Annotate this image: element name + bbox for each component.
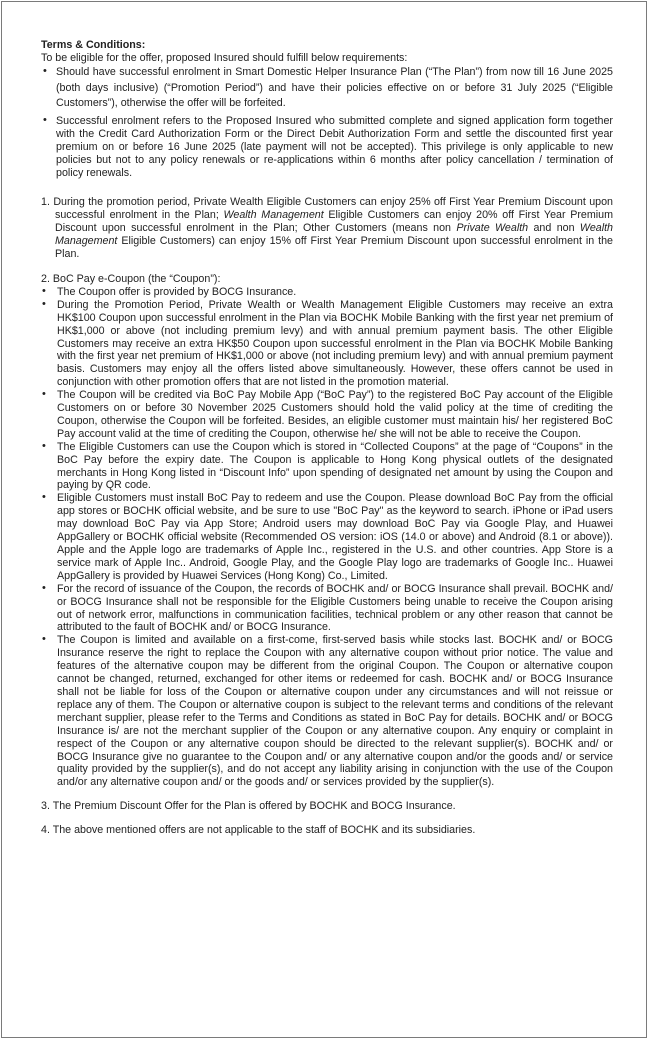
coupon-term-item: • The Coupon is limited and available on a first-come, first-served basis while stocks last. BOCHK and/ or BOCG Insurance reserve the right to replace the Coupon with any alternative coupon without prior notice. The value and features of the alternative coupon may be different from the original Coupon. The Coupon or alternative coupon cannot be changed, returned, exchanged for other items or redeemed for cash. BOCHK and/ or BOCG Insurance shall not be liable for loss of the Coupon or alternative coupon under any circumstances and will not reissue or replace any of them. The Coupon or alternative coupon is subject to the relevant terms and conditions of the relevant merchant supplier, please refer to the Terms and Conditions as stated in BoC Pay for details. BOCHK and/ or BOCG Insurance is/ are not the merchant supplier of the Coupon or any alternative coupon. Any enquiry or complaint in respect of the Coupon or any alternative coupon should be directed to the relevant supplier(s). BOCHK and/ or BOCG Insurance give no guarantee to the Coupon and/ or any alternative coupon and/or the goods and/ or service quality provided by the supplier(s), and do not accept any liability arising in conjunction with the use of the Coupon and/or any alternative coupon and/ or the goods and/ or services provided by the supplier(s). <box>41 634 613 789</box>
terms-panel <box>1 1 647 1038</box>
term-item-4: 4. The above mentioned offers are not applicable to the staff of BOCHK and its subsidiaries. <box>41 824 476 837</box>
coupon-term-item: • During the Promotion Period, Private Wealth or Wealth Management Eligible Customers may receive an extra HK$100 Coupon upon successful enrolment in the Plan via BOCHK Mobile Banking with the first year net premium of HK$1,000 or above (not including premium levy) and with annual premium payment basis. The other Eligible Customers may receive an extra HK$50 Coupon upon successful enrolment in the Plan via BOCHK Mobile Banking with the first year net premium of HK$1,000 or above (not including premium levy) and with annual premium payment basis. Customers may enjoy all the offers listed above simultaneously. However, these offers cannot be used in conjunction with other promotion offers that are not listed in the promotion material. <box>41 299 613 389</box>
eligibility-item: • Should have successful enrolment in Smart Domestic Helper Insurance Plan (“The Plan”) from now till 16 June 2025 (both days inclusive) (“Promotion Period”) and have their policies effective on or before 31 July 2025 (“Eligible Customers”), otherwise the offer will be forfeited. <box>41 65 613 112</box>
coupon-term-item: • The Eligible Customers can use the Coupon which is stored in “Collected Coupons” at the page of “Coupons” in the BoC Pay before the expiry date. The Coupon is applicable to Hong Kong physical outlets of the designated merchants in Hong Kong listed in “Discount Info” upon spending of designated net amount by using the Coupon and paying by QR code. <box>41 441 613 493</box>
terms-heading: Terms & Conditions: <box>41 39 146 51</box>
wealth-management-label: Wealth Management <box>55 222 613 248</box>
wealth-management-label: Wealth Management <box>223 209 324 222</box>
term-item-3: 3. The Premium Discount Offer for the Plan is offered by BOCHK and BOCG Insurance. <box>41 800 456 813</box>
coupon-term-item: • For the record of issuance of the Coupon, the records of BOCHK and/ or BOCG Insurance shall prevail. BOCHK and/ or BOCG Insurance shall not be responsible for the Eligible Customers being unable to receive the Coupon arising out of network error, malfunctions in communication facilities, technical problem or any other reason that cannot be attributed to the fault of BOCHK and/ or BOCG Insurance. <box>41 583 613 635</box>
term-item-1: 1. During the promotion period, Private Wealth Eligible Customers can enjoy 25% off First Year Premium Discount upon successful enrolment in the Plan; Wealth Management Eligible Customers can enjoy 20% off First Year Premium Discount upon successful enrolment in the Plan; Other Customers (means non Private Wealth and non Wealth Management Eligible Customers) can enjoy 15% off First Year Premium Discount upon successful enrolment in the Plan. <box>41 196 613 261</box>
private-wealth-label: Private Wealth <box>456 222 529 235</box>
eligibility-list <box>41 65 613 180</box>
terms-intro: To be eligible for the offer, proposed Insured should fulfill below requirements: <box>41 51 408 64</box>
coupon-terms-list <box>41 286 613 789</box>
eligibility-item: • Successful enrolment refers to the Proposed Insured who submitted complete and signed application form together with the Credit Card Authorization Form or the Direct Debit Authorization Form and settle the discounted first year premium on or before 16 June 2025 (late payment will not be accepted). This privilege is only applicable to new policies but not to any policy renewals or re-applications within 6 months after policy cancellation / termination of policy renewals. <box>41 115 613 180</box>
coupon-term-item: • Eligible Customers must install BoC Pay to redeem and use the Coupon. Please download BoC Pay from the official app stores or BOCHK official website, and be sure to use "BoC Pay" as the keyword to search. iPhone or iPad users may download BoC Pay via App Store; Android users may download BoC Pay via Google Play, and Huawei AppGallery or BOCHK official website (Recommended OS version: iOS (14.0 or above) and Android (8.1 or above)). Apple and the Apple logo are trademarks of Apple Inc., registered in the U.S. and other countries. App Store is a service mark of Apple Inc.. Android, Google Play, and the Google Play logo are trademarks of Google Inc.. Huawei AppGallery is provided by Huawei Services (Hong Kong) Co., Limited. <box>41 492 613 582</box>
terms-content <box>41 39 613 837</box>
term-item-2-title: 2. BoC Pay e-Coupon (the “Coupon”): <box>41 272 221 285</box>
coupon-term-item: • The Coupon offer is provided by BOCG Insurance. <box>41 286 613 299</box>
coupon-term-item: • The Coupon will be credited via BoC Pay Mobile App (“BoC Pay”) to the registered BoC Pay account of the Eligible Customers on or before 30 November 2025 Customers should hold the valid policy at the time of crediting the Coupon, otherwise the Coupon will be forfeited. Besides, an eligible customer must maintain his/ her registered BoC Pay account valid at the time of crediting the Coupon, otherwise he/ she will not be able to receive the Coupon. <box>41 389 613 441</box>
